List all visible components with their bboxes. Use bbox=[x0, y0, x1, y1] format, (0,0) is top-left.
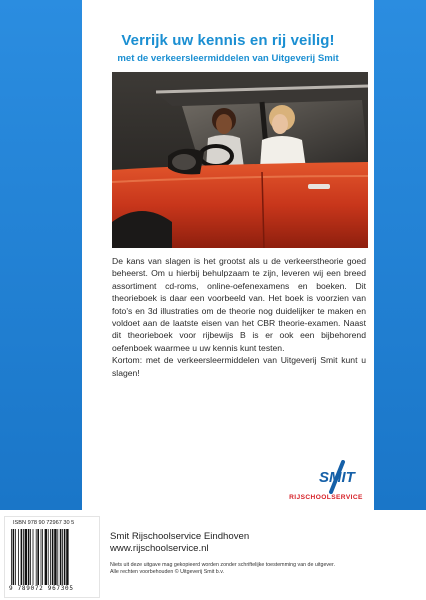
white-content-panel bbox=[82, 0, 374, 510]
headline: Verrijk uw kennis en rij veilig! bbox=[121, 32, 335, 49]
barcode bbox=[4, 516, 100, 598]
logo-word: SMIT bbox=[319, 469, 355, 486]
car-photo-icon bbox=[112, 72, 368, 248]
subheadline: met de verkeersleermiddelen van Uitgeverij Smit bbox=[117, 53, 339, 64]
legal-line: Niets uit deze uitgave mag gekopieerd worden zonder schriftelijke toestemming van de uitgever. bbox=[110, 562, 335, 568]
summary-paragraph: Kortom: met de verkeersleermiddelen van Uitgeverij Smit kunt u slagen! bbox=[112, 355, 366, 378]
publisher-url[interactable]: www.rijschoolservice.nl bbox=[110, 543, 209, 554]
description-text bbox=[112, 255, 366, 379]
barcode-bars bbox=[9, 529, 95, 585]
description-paragraph: De kans van slagen is het grootst als u de verkeerstheorie goed beheerst. Om u hierbij behulpzaam te zijn, leveren wij een breed assortiment cd-roms, online-oefenexamens en boeken. Dit theorieboek is daar een voorbeeld van. Het boek is voorzien van foto's en 3d illustraties om de theorie nog duidelijker te maken en voldoet aan de laatste eisen van het CBR theorie-examen. Naast dit theorieboek voor rijbewijs B is er ook een bijbehorend oefenboek waarmee u uw kennis kunt testen. bbox=[112, 256, 366, 353]
legal-line: Alle rechten voorbehouden © Uitgeverij Smit b.v. bbox=[110, 569, 224, 576]
blue-border-left bbox=[0, 0, 82, 510]
isbn-label: ISBN 978 90 72967 30 5 bbox=[13, 520, 75, 526]
blue-border-right bbox=[374, 0, 426, 510]
logo-caption: RIJSCHOOLSERVICE bbox=[289, 494, 363, 501]
legal-notice bbox=[110, 562, 410, 577]
smit-logo-icon bbox=[281, 460, 371, 508]
publisher-name: Smit Rijschoolservice Eindhoven bbox=[110, 531, 250, 542]
isbn-digits: 9 789072 967305 bbox=[9, 585, 74, 592]
